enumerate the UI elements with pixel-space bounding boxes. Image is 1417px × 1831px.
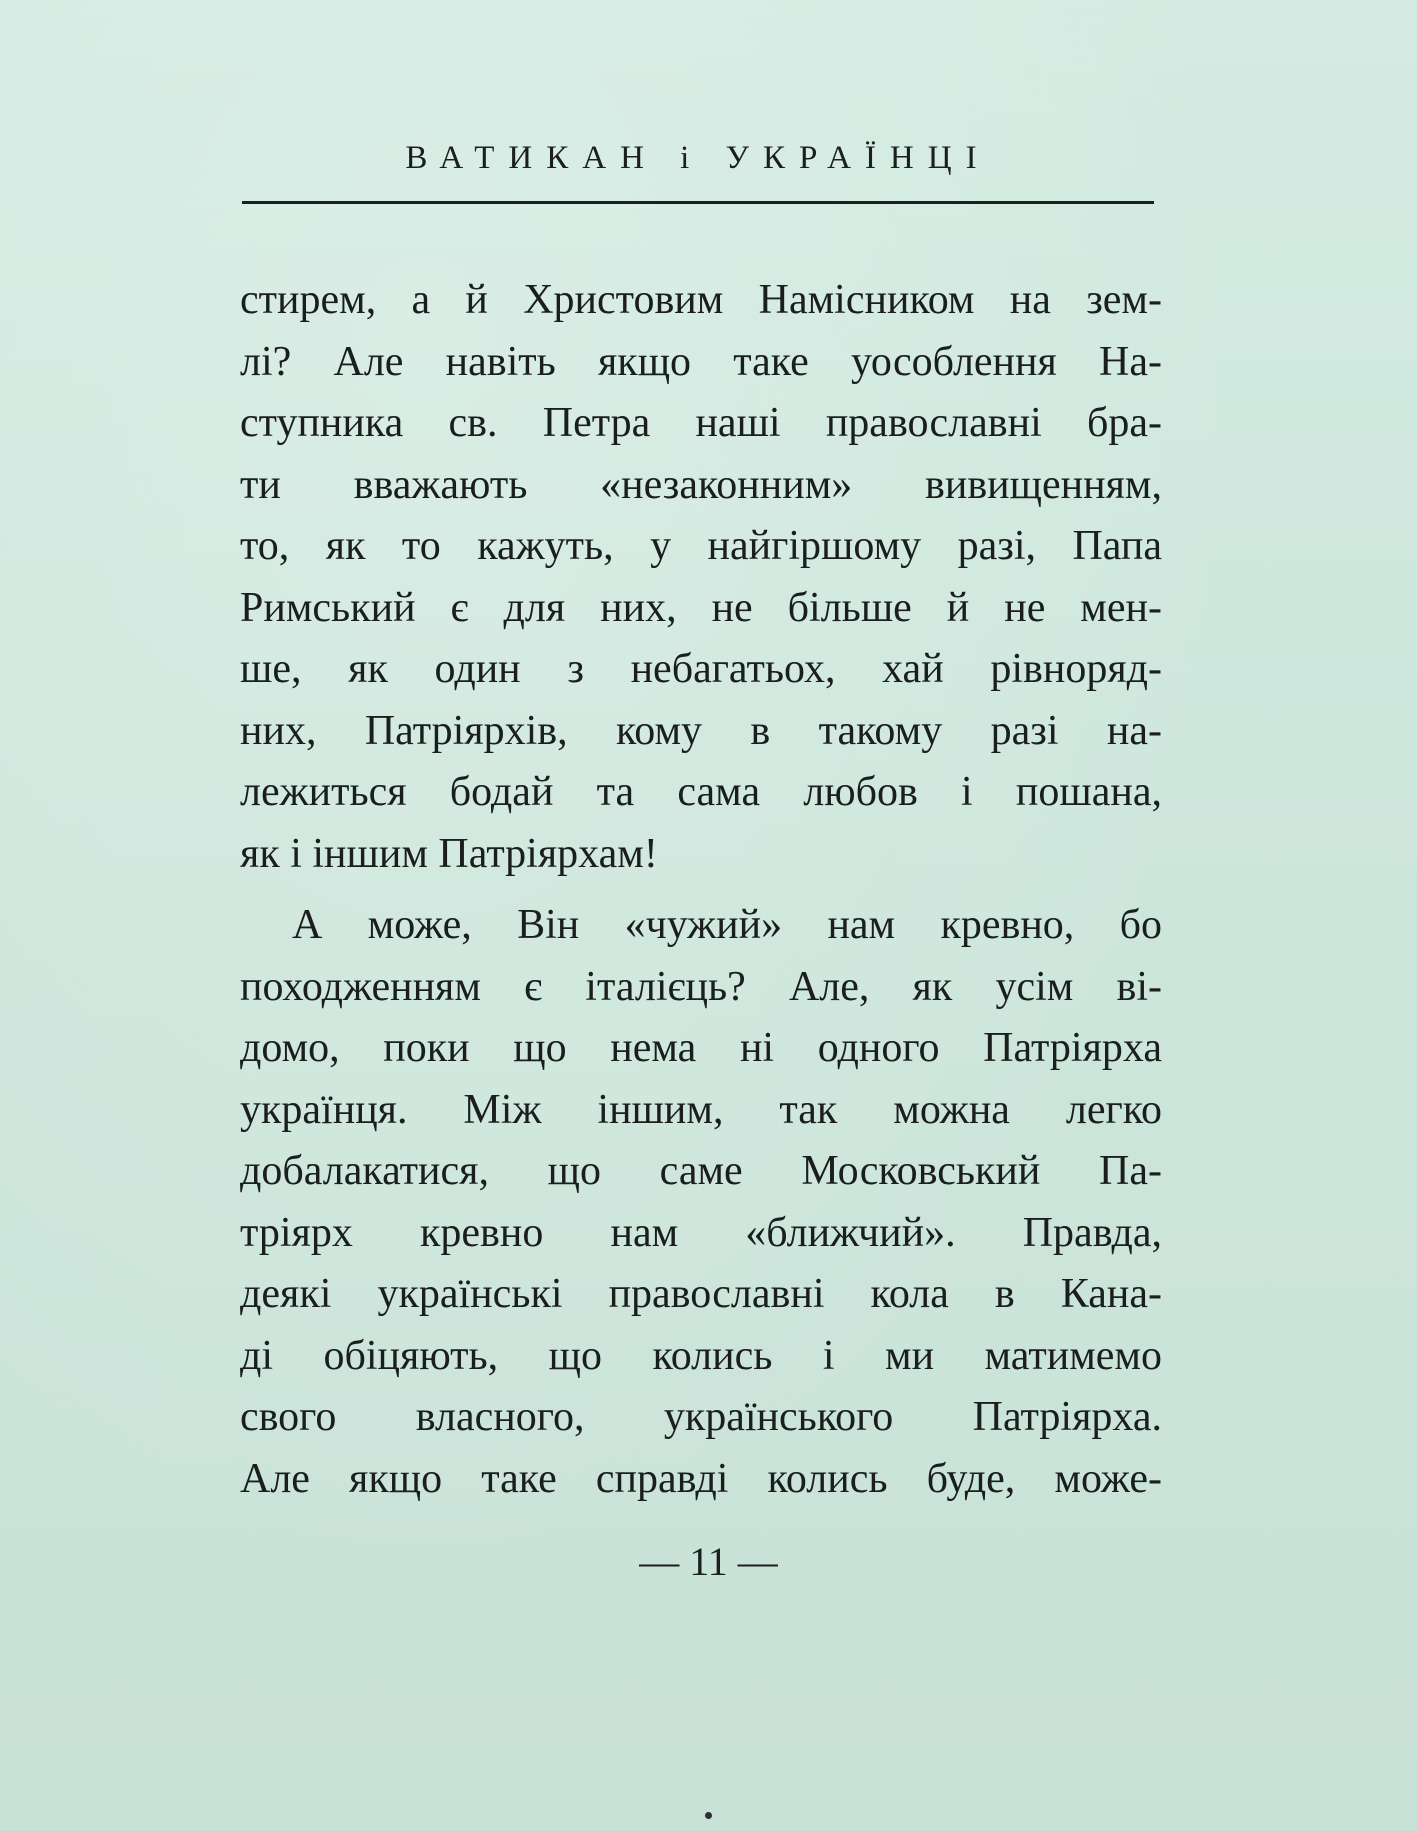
text-line: тріярх кревно нам «ближчий». Правда, bbox=[240, 1209, 1162, 1256]
text-line: Римський є для них, не більше й не мен- bbox=[240, 584, 1162, 631]
text-line: стирем, а й Христовим Намісником на зем- bbox=[240, 277, 1162, 323]
text-line: них, Патріярхів, кому в такому разі на- bbox=[240, 707, 1162, 754]
text-line: Але якщо таке справді колись буде, може- bbox=[240, 1455, 1162, 1502]
text-line: лі? Але навіть якщо таке уособлення На- bbox=[240, 338, 1162, 385]
text-line: то, як то кажуть, у найгіршому разі, Папа bbox=[240, 523, 1162, 569]
text-line: лежиться бодай та сама любов і пошана, bbox=[240, 769, 1162, 815]
text-line: як і іншим Патріярхам! bbox=[240, 830, 658, 877]
header-rule bbox=[242, 201, 1154, 204]
body-text bbox=[240, 270, 1162, 1510]
paragraph-1 bbox=[240, 270, 1162, 885]
paragraph-gap bbox=[240, 885, 1162, 895]
text-line: ступника св. Петра наші православні бра- bbox=[240, 400, 1162, 446]
text-line: А може, Він «чужий» нам кревно, бо bbox=[292, 902, 1162, 948]
text-line: деякі українські православні кола в Кана- bbox=[240, 1271, 1162, 1317]
ink-speck bbox=[705, 1812, 712, 1819]
paragraph-2 bbox=[240, 895, 1162, 1510]
text-line: свого власного, українського Патріярха. bbox=[240, 1394, 1162, 1440]
text-line: походженням є італієць? Але, як усім ві- bbox=[240, 963, 1162, 1010]
text-line: ді обіцяють, що колись і ми матимемо bbox=[240, 1332, 1162, 1379]
text-line: ти вважають «незаконним» вивищенням, bbox=[240, 461, 1162, 508]
text-line: добалакатися, що саме Московський Па- bbox=[240, 1148, 1162, 1194]
text-line: українця. Між іншим, так можна легко bbox=[240, 1086, 1162, 1133]
running-head-title: ВАТИКАН і УКРАЇНЦІ bbox=[405, 140, 991, 176]
text-line: домо, поки що нема ні одного Патріярха bbox=[240, 1025, 1162, 1071]
text-line: ше, як один з небагатьох, хай рівноряд- bbox=[240, 646, 1162, 692]
page-number: — 11 — bbox=[639, 1539, 778, 1584]
